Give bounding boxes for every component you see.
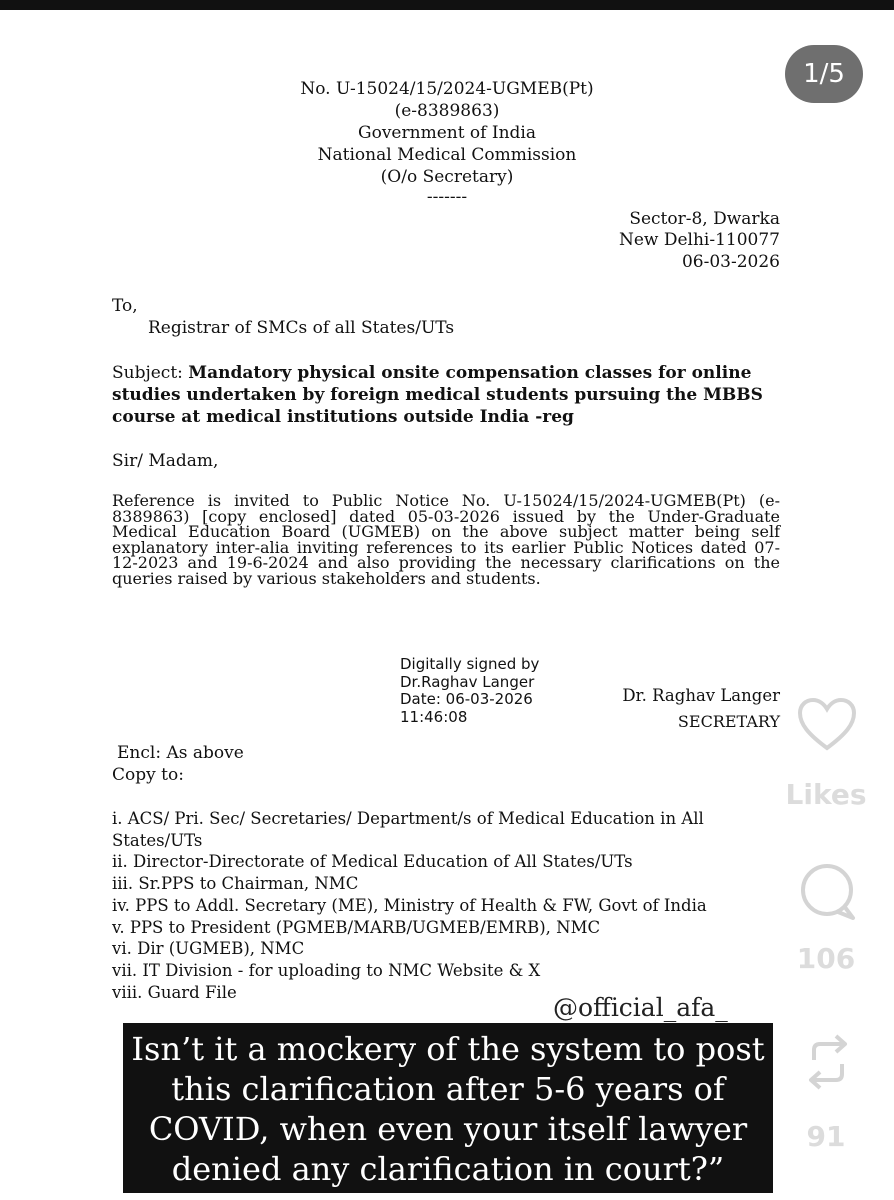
letter-date: 06-03-2026 xyxy=(681,252,780,272)
subject-text: Mandatory physical onsite compensation classes for online studies undertaken by foreign medical students pursuing the MBBS course at medical institutions outside India -reg xyxy=(112,363,763,427)
list-item: vii. IT Division - for uploading to NMC Website & X xyxy=(112,960,541,980)
list-item: States/UTs xyxy=(112,830,203,850)
header-divider: ------- xyxy=(426,187,468,207)
list-item: ii. Director-Directorate of Medical Education of All States/UTs xyxy=(112,852,633,872)
salutation: Sir/ Madam, xyxy=(112,451,219,471)
address-line-sector: Sector-8, Dwarka xyxy=(629,209,780,229)
likes-label: Likes xyxy=(785,778,867,811)
reposts-count: 91 xyxy=(806,1120,846,1153)
caption-line: denied any clarification in court?” xyxy=(171,1150,725,1188)
list-item: i. ACS/ Pri. Sec/ Secretaries/ Department/s of Medical Education in All xyxy=(112,809,704,828)
caption-line: Isn’t it a mockery of the system to post xyxy=(131,1030,765,1068)
page-indicator: 1/5 xyxy=(785,45,863,103)
signatory-name: Dr. Raghav Langer xyxy=(622,686,780,705)
digital-signature-line: Date: 06-03-2026 xyxy=(400,690,533,708)
subject-label: Subject: xyxy=(112,363,183,383)
list-item: iv. PPS to Addl. Secretary (ME), Ministry of Health & FW, Govt of India xyxy=(112,895,707,915)
caption-line: COVID, when even your itself lawyer xyxy=(148,1110,748,1148)
digital-signature-line: Dr.Raghav Langer xyxy=(400,672,535,691)
address-line-city: New Delhi-110077 xyxy=(618,230,780,250)
recipient-name: Registrar of SMCs of all States/UTs xyxy=(148,318,455,338)
heart-icon[interactable] xyxy=(796,696,858,752)
repost-icon[interactable] xyxy=(800,1030,856,1094)
to-label: To, xyxy=(112,296,138,316)
digital-signature xyxy=(400,656,539,726)
list-item: v. PPS to President (PGMEB/MARB/UGMEB/EMRB), NMC xyxy=(112,917,601,937)
list-item: vi. Dir (UGMEB), NMC xyxy=(112,939,305,959)
e-file-number: (e-8389863) xyxy=(394,101,500,121)
top-bar xyxy=(0,0,894,10)
file-number: No. U-15024/15/2024-UGMEB(Pt) xyxy=(300,79,594,99)
commission-name: National Medical Commission xyxy=(317,145,577,165)
digital-signature-line: 11:46:08 xyxy=(400,707,468,726)
government-name: Government of India xyxy=(358,123,536,143)
copy-to-label: Copy to: xyxy=(112,765,184,785)
enclosure: Encl: As above xyxy=(117,743,244,763)
digital-signature-line: Digitally signed by xyxy=(400,655,540,673)
reference-paragraph: Reference is invited to Public Notice No. U-15024/15/2024-UGMEB(Pt) (e-8389863) [copy enclosed] dated 05-03-2026 issued by the Under-Graduate Medical Education Board (UGMEB) on the above subject matter being self explanatory inter-alia inviting references to its earlier Public Notices dated 07-12-2023 and 19-6-2024 and also providing the necessary clarifications on the queries raised by various stakeholders and students. xyxy=(112,491,780,588)
copy-list xyxy=(112,808,707,1003)
comment-bubble-icon[interactable] xyxy=(798,862,858,922)
comments-count: 106 xyxy=(796,942,856,975)
subject xyxy=(112,362,772,428)
list-item: viii. Guard File xyxy=(112,982,237,1002)
caption-box xyxy=(123,1023,773,1193)
office-name: (O/o Secretary) xyxy=(380,167,514,187)
account-handle: @official_afa_ xyxy=(553,993,728,1022)
signatory-title: SECRETARY xyxy=(677,712,780,731)
caption-line: this clarification after 5-6 years of xyxy=(171,1070,725,1108)
list-item: iii. Sr.PPS to Chairman, NMC xyxy=(112,874,359,894)
